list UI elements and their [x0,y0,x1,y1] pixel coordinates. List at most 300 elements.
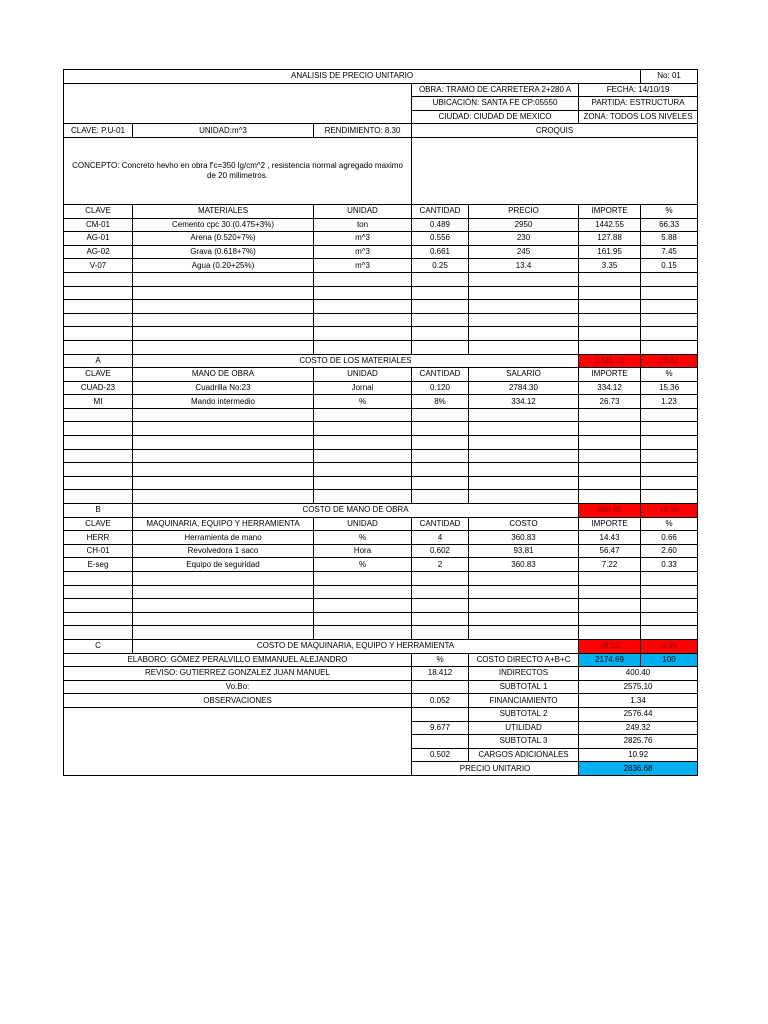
labor-unidad-cell [314,463,412,477]
subtotal3-value: 2825.76 [579,735,698,749]
labor-importe-cell: 26.73 [579,395,641,409]
ubicacion-field: UBICACIÓN: SANTA FE CP:05550 [412,97,579,111]
document-number: No: 01 [641,70,698,84]
table-row [64,408,698,422]
blank-cell [412,707,469,721]
machinery-importe-cell [579,612,641,626]
labor-description-cell [133,476,314,490]
machinery-importe-cell [579,626,641,640]
materials-col-precio-header: PRECIO [469,204,579,218]
materials-unidad-cell [314,272,412,286]
machinery-cantidad-cell: 2 [412,558,469,572]
ciudad-field: CIUDAD: CIUDAD DE MEXICO [412,110,579,124]
blank-cell [412,735,469,749]
machinery-unidad-cell [314,599,412,613]
materials-importe-cell [579,286,641,300]
materials-unidad-cell [314,286,412,300]
machinery-pct-cell: 0.33 [641,558,698,572]
materials-precio-cell [469,300,579,314]
materials-col-description-header: MATERIALES [133,204,314,218]
materials-cantidad-cell: 0.489 [412,218,469,232]
materials-pct-cell [641,313,698,327]
table-row [64,245,698,259]
machinery-precio-cell [469,585,579,599]
materials-header-row [64,204,698,218]
machinery-col-clave-header: CLAVE [64,517,133,531]
materials-precio-cell: 2950 [469,218,579,232]
labor-clave-cell [64,422,133,436]
labor-col-pct-header: % [641,368,698,382]
materials-description-cell: Agua (0.20+25%) [133,259,314,273]
materials-pct-cell: 66.33 [641,218,698,232]
materials-description-cell: Grava (0.618+7%) [133,245,314,259]
labor-clave-cell: MI [64,395,133,409]
cargos-value: 10.92 [579,748,698,762]
machinery-unidad-cell [314,585,412,599]
materials-importe-cell: 127.88 [579,232,641,246]
labor-pct-cell [641,463,698,477]
machinery-description-cell [133,626,314,640]
costo-directo-pct: 100 [641,653,698,667]
machinery-unidad-cell [314,626,412,640]
table-row [64,422,698,436]
financiamiento-label: FINANCIAMIENTO [469,694,579,708]
materials-col-pct-header: % [641,204,698,218]
materials-clave-cell [64,300,133,314]
table-row [64,449,698,463]
labor-col-importe-header: IMPORTE [579,368,641,382]
machinery-cantidad-cell [412,585,469,599]
labor-unidad-cell [314,408,412,422]
labor-clave-cell: CUAD-23 [64,381,133,395]
materials-importe-cell [579,327,641,341]
table-row [64,327,698,341]
machinery-unidad-cell: % [314,531,412,545]
materials-unidad-cell: ton [314,218,412,232]
materials-total-pct: 79.81 [641,354,698,368]
materials-cantidad-cell [412,300,469,314]
costo-directo-label: COSTO DIRECTO A+B+C [469,653,579,667]
materials-unidad-cell: m^3 [314,245,412,259]
machinery-description-cell: Herramienta de mano [133,531,314,545]
labor-cantidad-cell [412,422,469,436]
materials-description-cell [133,327,314,341]
materials-clave-cell [64,340,133,354]
vobo-field: Vo.Bo: [64,680,412,694]
labor-cantidad-cell: 0.120 [412,381,469,395]
materials-precio-cell [469,286,579,300]
unidad-field: UNIDAD:m^3 [133,124,314,138]
blank-header-cell [64,83,412,124]
costo-directo-value: 2174.69 [579,653,641,667]
materials-precio-cell: 230 [469,232,579,246]
reviso-field: REVISO: GUTIERREZ GONZALEZ JUAN MANUEL [64,667,412,681]
machinery-precio-cell: 360.83 [469,558,579,572]
financiamiento-value: 1.34 [579,694,698,708]
fecha-field: FECHA: 14/10/19 [579,83,698,97]
partida-field: PARTIDA: ESTRUCTURA [579,97,698,111]
labor-header-row [64,368,698,382]
materials-col-unidad-header: UNIDAD [314,204,412,218]
document-title: ANALISIS DE PRECIO UNITARIO [64,70,641,84]
table-row [64,340,698,354]
labor-pct-cell [641,490,698,504]
labor-description-cell [133,463,314,477]
machinery-col-description-header: MAQUINARIA, EQUIPO Y HERRAMIENTA [133,517,314,531]
table-row [64,313,698,327]
materials-pct-cell [641,300,698,314]
materials-clave-cell: CM-01 [64,218,133,232]
table-row [64,272,698,286]
labor-pct-cell: 15.36 [641,381,698,395]
labor-importe-cell [579,490,641,504]
cargos-label: CARGOS ADICIONALES [469,748,579,762]
table-row [64,585,698,599]
machinery-description-cell [133,585,314,599]
precio-unitario-label: PRECIO UNITARIO [412,762,579,776]
table-row [64,490,698,504]
labor-description-cell [133,408,314,422]
labor-cantidad-cell [412,463,469,477]
machinery-total-importe: 78.12 [579,639,641,653]
machinery-col-pct-header: % [641,517,698,531]
labor-pct-cell [641,422,698,436]
machinery-precio-cell [469,612,579,626]
machinery-unidad-cell [314,572,412,586]
machinery-description-cell: Revolvedora 1 saco [133,544,314,558]
subtotal1-value: 2575.10 [579,680,698,694]
labor-cantidad-cell [412,408,469,422]
machinery-precio-cell [469,572,579,586]
labor-importe-cell [579,408,641,422]
materials-clave-cell: AG-02 [64,245,133,259]
materials-precio-cell: 245 [469,245,579,259]
labor-description-cell [133,436,314,450]
materials-unidad-cell: m^3 [314,259,412,273]
labor-total-pct: 16.59 [641,504,698,518]
machinery-precio-cell [469,599,579,613]
materials-cantidad-cell: 0.25 [412,259,469,273]
materials-pct-cell [641,272,698,286]
unit-price-analysis-table [63,69,698,776]
table-row [64,436,698,450]
financiamiento-pct: 0.052 [412,694,469,708]
utilidad-pct: 9.677 [412,721,469,735]
labor-unidad-cell [314,436,412,450]
materials-pct-cell: 0.15 [641,259,698,273]
materials-col-clave-header: CLAVE [64,204,133,218]
machinery-description-cell: Equipo de seguridad [133,558,314,572]
concepto-text: CONCEPTO: Concreto hevho en obra f'c=350 lg/cm^2 , resistencia normal agregado maximo de 20 milimetros. [64,137,412,204]
materials-precio-cell [469,327,579,341]
labor-description-cell [133,449,314,463]
machinery-importe-cell [579,585,641,599]
machinery-clave-cell: E-seg [64,558,133,572]
machinery-unidad-cell: Hora [314,544,412,558]
table-row [64,286,698,300]
labor-clave-cell [64,476,133,490]
table-row [64,572,698,586]
table-row [64,381,698,395]
labor-pct-cell [641,408,698,422]
labor-precio-cell [469,476,579,490]
labor-unidad-cell [314,476,412,490]
table-row [64,259,698,273]
table-row [64,544,698,558]
labor-col-precio-header: SALARIO [469,368,579,382]
labor-precio-cell [469,490,579,504]
subtotal3-label: SUBTOTAL 3 [469,735,579,749]
labor-precio-cell [469,463,579,477]
materials-cantidad-cell: 0.556 [412,232,469,246]
machinery-pct-cell [641,599,698,613]
materials-description-cell: Cemento cpc 30 (0.475+3%) [133,218,314,232]
materials-description-cell [133,286,314,300]
labor-unidad-cell: Jornal [314,381,412,395]
materials-pct-cell [641,327,698,341]
machinery-description-cell [133,612,314,626]
materials-unidad-cell: m^3 [314,232,412,246]
labor-unidad-cell [314,490,412,504]
machinery-importe-cell: 56.47 [579,544,641,558]
labor-total-importe: 360.85 [579,504,641,518]
materials-total-label: COSTO DE LOS MATERIALES [133,354,579,368]
labor-importe-cell [579,476,641,490]
machinery-cantidad-cell: 4 [412,531,469,545]
machinery-unidad-cell [314,612,412,626]
table-row [64,232,698,246]
table-row [64,626,698,640]
materials-description-cell [133,313,314,327]
machinery-total-key: C [64,639,133,653]
materials-cantidad-cell [412,272,469,286]
materials-unidad-cell [314,340,412,354]
materials-total-importe: 1735.73 [579,354,641,368]
machinery-clave-cell: HERR [64,531,133,545]
labor-pct-cell: 1.23 [641,395,698,409]
materials-pct-cell [641,286,698,300]
labor-pct-cell [641,436,698,450]
materials-description-cell [133,272,314,286]
materials-clave-cell [64,313,133,327]
table-row [64,476,698,490]
materials-pct-cell: 7.45 [641,245,698,259]
labor-pct-cell [641,476,698,490]
zona-field: ZONA: TODOS LOS NIVELES [579,110,698,124]
machinery-description-cell [133,599,314,613]
pct-header: % [412,653,469,667]
croquis-label: CROQUIS [412,124,698,138]
labor-cantidad-cell [412,449,469,463]
labor-importe-cell [579,436,641,450]
machinery-col-precio-header: COSTO [469,517,579,531]
labor-unidad-cell: % [314,395,412,409]
labor-precio-cell: 334.12 [469,395,579,409]
materials-col-importe-header: IMPORTE [579,204,641,218]
table-row [64,463,698,477]
materials-total-row [64,354,698,368]
subtotal2-value: 2576.44 [579,707,698,721]
labor-description-cell [133,422,314,436]
labor-cantidad-cell [412,476,469,490]
labor-precio-cell [469,422,579,436]
croquis-area [412,137,698,204]
materials-precio-cell [469,340,579,354]
labor-total-key: B [64,504,133,518]
labor-precio-cell: 2784.30 [469,381,579,395]
observaciones-label: OBSERVACIONES [64,694,412,708]
materials-importe-cell [579,272,641,286]
materials-precio-cell: 13.4 [469,259,579,273]
subtotal1-label: SUBTOTAL 1 [469,680,579,694]
machinery-cantidad-cell [412,626,469,640]
labor-total-row [64,504,698,518]
materials-importe-cell [579,313,641,327]
materials-total-key: A [64,354,133,368]
materials-cantidad-cell [412,327,469,341]
labor-importe-cell [579,449,641,463]
utilidad-label: UTILIDAD [469,721,579,735]
machinery-clave-cell [64,626,133,640]
materials-unidad-cell [314,300,412,314]
machinery-cantidad-cell: 0.602 [412,544,469,558]
machinery-cantidad-cell [412,612,469,626]
labor-clave-cell [64,436,133,450]
materials-importe-cell: 3.35 [579,259,641,273]
materials-clave-cell [64,327,133,341]
machinery-cantidad-cell [412,572,469,586]
labor-precio-cell [469,408,579,422]
materials-description-cell [133,340,314,354]
labor-cantidad-cell [412,436,469,450]
table-row [64,395,698,409]
machinery-importe-cell: 14.43 [579,531,641,545]
elaboro-field: ELABORO: GÓMEZ PERALVILLO EMMANUEL ALEJANDRO [64,653,412,667]
machinery-clave-cell [64,585,133,599]
machinery-unidad-cell: % [314,558,412,572]
labor-clave-cell [64,490,133,504]
labor-col-description-header: MANO DE OBRA [133,368,314,382]
machinery-col-unidad-header: UNIDAD [314,517,412,531]
labor-description-cell [133,490,314,504]
table-row [64,599,698,613]
materials-pct-cell [641,340,698,354]
machinery-pct-cell: 2.60 [641,544,698,558]
labor-col-unidad-header: UNIDAD [314,368,412,382]
materials-importe-cell: 1442.55 [579,218,641,232]
labor-clave-cell [64,408,133,422]
materials-unidad-cell [314,313,412,327]
precio-unitario-value: 2836.68 [579,762,698,776]
obra-field: OBRA: TRAMO DE CARRETERA 2+280 A [412,83,579,97]
labor-importe-cell [579,422,641,436]
labor-cantidad-cell: 8% [412,395,469,409]
machinery-clave-cell [64,572,133,586]
machinery-pct-cell [641,612,698,626]
rendimiento-field: RENDIMIENTO: 8.30 [314,124,412,138]
machinery-pct-cell [641,626,698,640]
machinery-precio-cell [469,626,579,640]
machinery-total-row [64,639,698,653]
materials-description-cell [133,300,314,314]
table-row [64,218,698,232]
materials-importe-cell [579,340,641,354]
machinery-pct-cell: 0.66 [641,531,698,545]
machinery-description-cell [133,572,314,586]
machinery-pct-cell [641,585,698,599]
machinery-precio-cell: 360.83 [469,531,579,545]
labor-clave-cell [64,449,133,463]
table-row [64,612,698,626]
materials-description-cell: Arena (0.520+7%) [133,232,314,246]
materials-clave-cell [64,272,133,286]
labor-total-label: COSTO DE MANO DE OBRA [133,504,579,518]
labor-col-clave-header: CLAVE [64,368,133,382]
machinery-clave-cell: CH-01 [64,544,133,558]
machinery-header-row [64,517,698,531]
labor-description-cell: Cuadrilla No:23 [133,381,314,395]
observaciones-area [64,707,412,775]
labor-cantidad-cell [412,490,469,504]
machinery-precio-cell: 93.81 [469,544,579,558]
materials-importe-cell [579,300,641,314]
labor-col-cantidad-header: CANTIDAD [412,368,469,382]
clave-field: CLAVE: P.U-01 [64,124,133,138]
materials-pct-cell: 5.88 [641,232,698,246]
materials-importe-cell: 161.95 [579,245,641,259]
labor-clave-cell [64,463,133,477]
materials-clave-cell [64,286,133,300]
labor-description-cell: Mando intermedio [133,395,314,409]
machinery-clave-cell [64,612,133,626]
materials-cantidad-cell: 0.661 [412,245,469,259]
machinery-col-importe-header: IMPORTE [579,517,641,531]
materials-unidad-cell [314,327,412,341]
cargos-pct: 0.502 [412,748,469,762]
labor-unidad-cell [314,422,412,436]
materials-clave-cell: V-07 [64,259,133,273]
machinery-total-label: COSTO DE MAQUINARIA, EQUIPO Y HERRAMIENTA [133,639,579,653]
materials-col-cantidad-header: CANTIDAD [412,204,469,218]
machinery-pct-cell [641,572,698,586]
machinery-cantidad-cell [412,599,469,613]
machinery-importe-cell: 7.22 [579,558,641,572]
materials-cantidad-cell [412,340,469,354]
labor-importe-cell [579,463,641,477]
labor-unidad-cell [314,449,412,463]
machinery-clave-cell [64,599,133,613]
indirectos-value: 400.40 [579,667,698,681]
materials-precio-cell [469,272,579,286]
blank-cell [412,680,469,694]
machinery-importe-cell [579,599,641,613]
subtotal2-label: SUBTOTAL 2 [469,707,579,721]
labor-precio-cell [469,436,579,450]
labor-pct-cell [641,449,698,463]
machinery-total-pct: 3.59 [641,639,698,653]
machinery-importe-cell [579,572,641,586]
table-row [64,558,698,572]
materials-cantidad-cell [412,286,469,300]
indirectos-label: INDIRECTOS [469,667,579,681]
materials-clave-cell: AG-01 [64,232,133,246]
indirectos-pct: 18.412 [412,667,469,681]
materials-cantidad-cell [412,313,469,327]
labor-importe-cell: 334.12 [579,381,641,395]
table-row [64,300,698,314]
materials-precio-cell [469,313,579,327]
machinery-col-cantidad-header: CANTIDAD [412,517,469,531]
